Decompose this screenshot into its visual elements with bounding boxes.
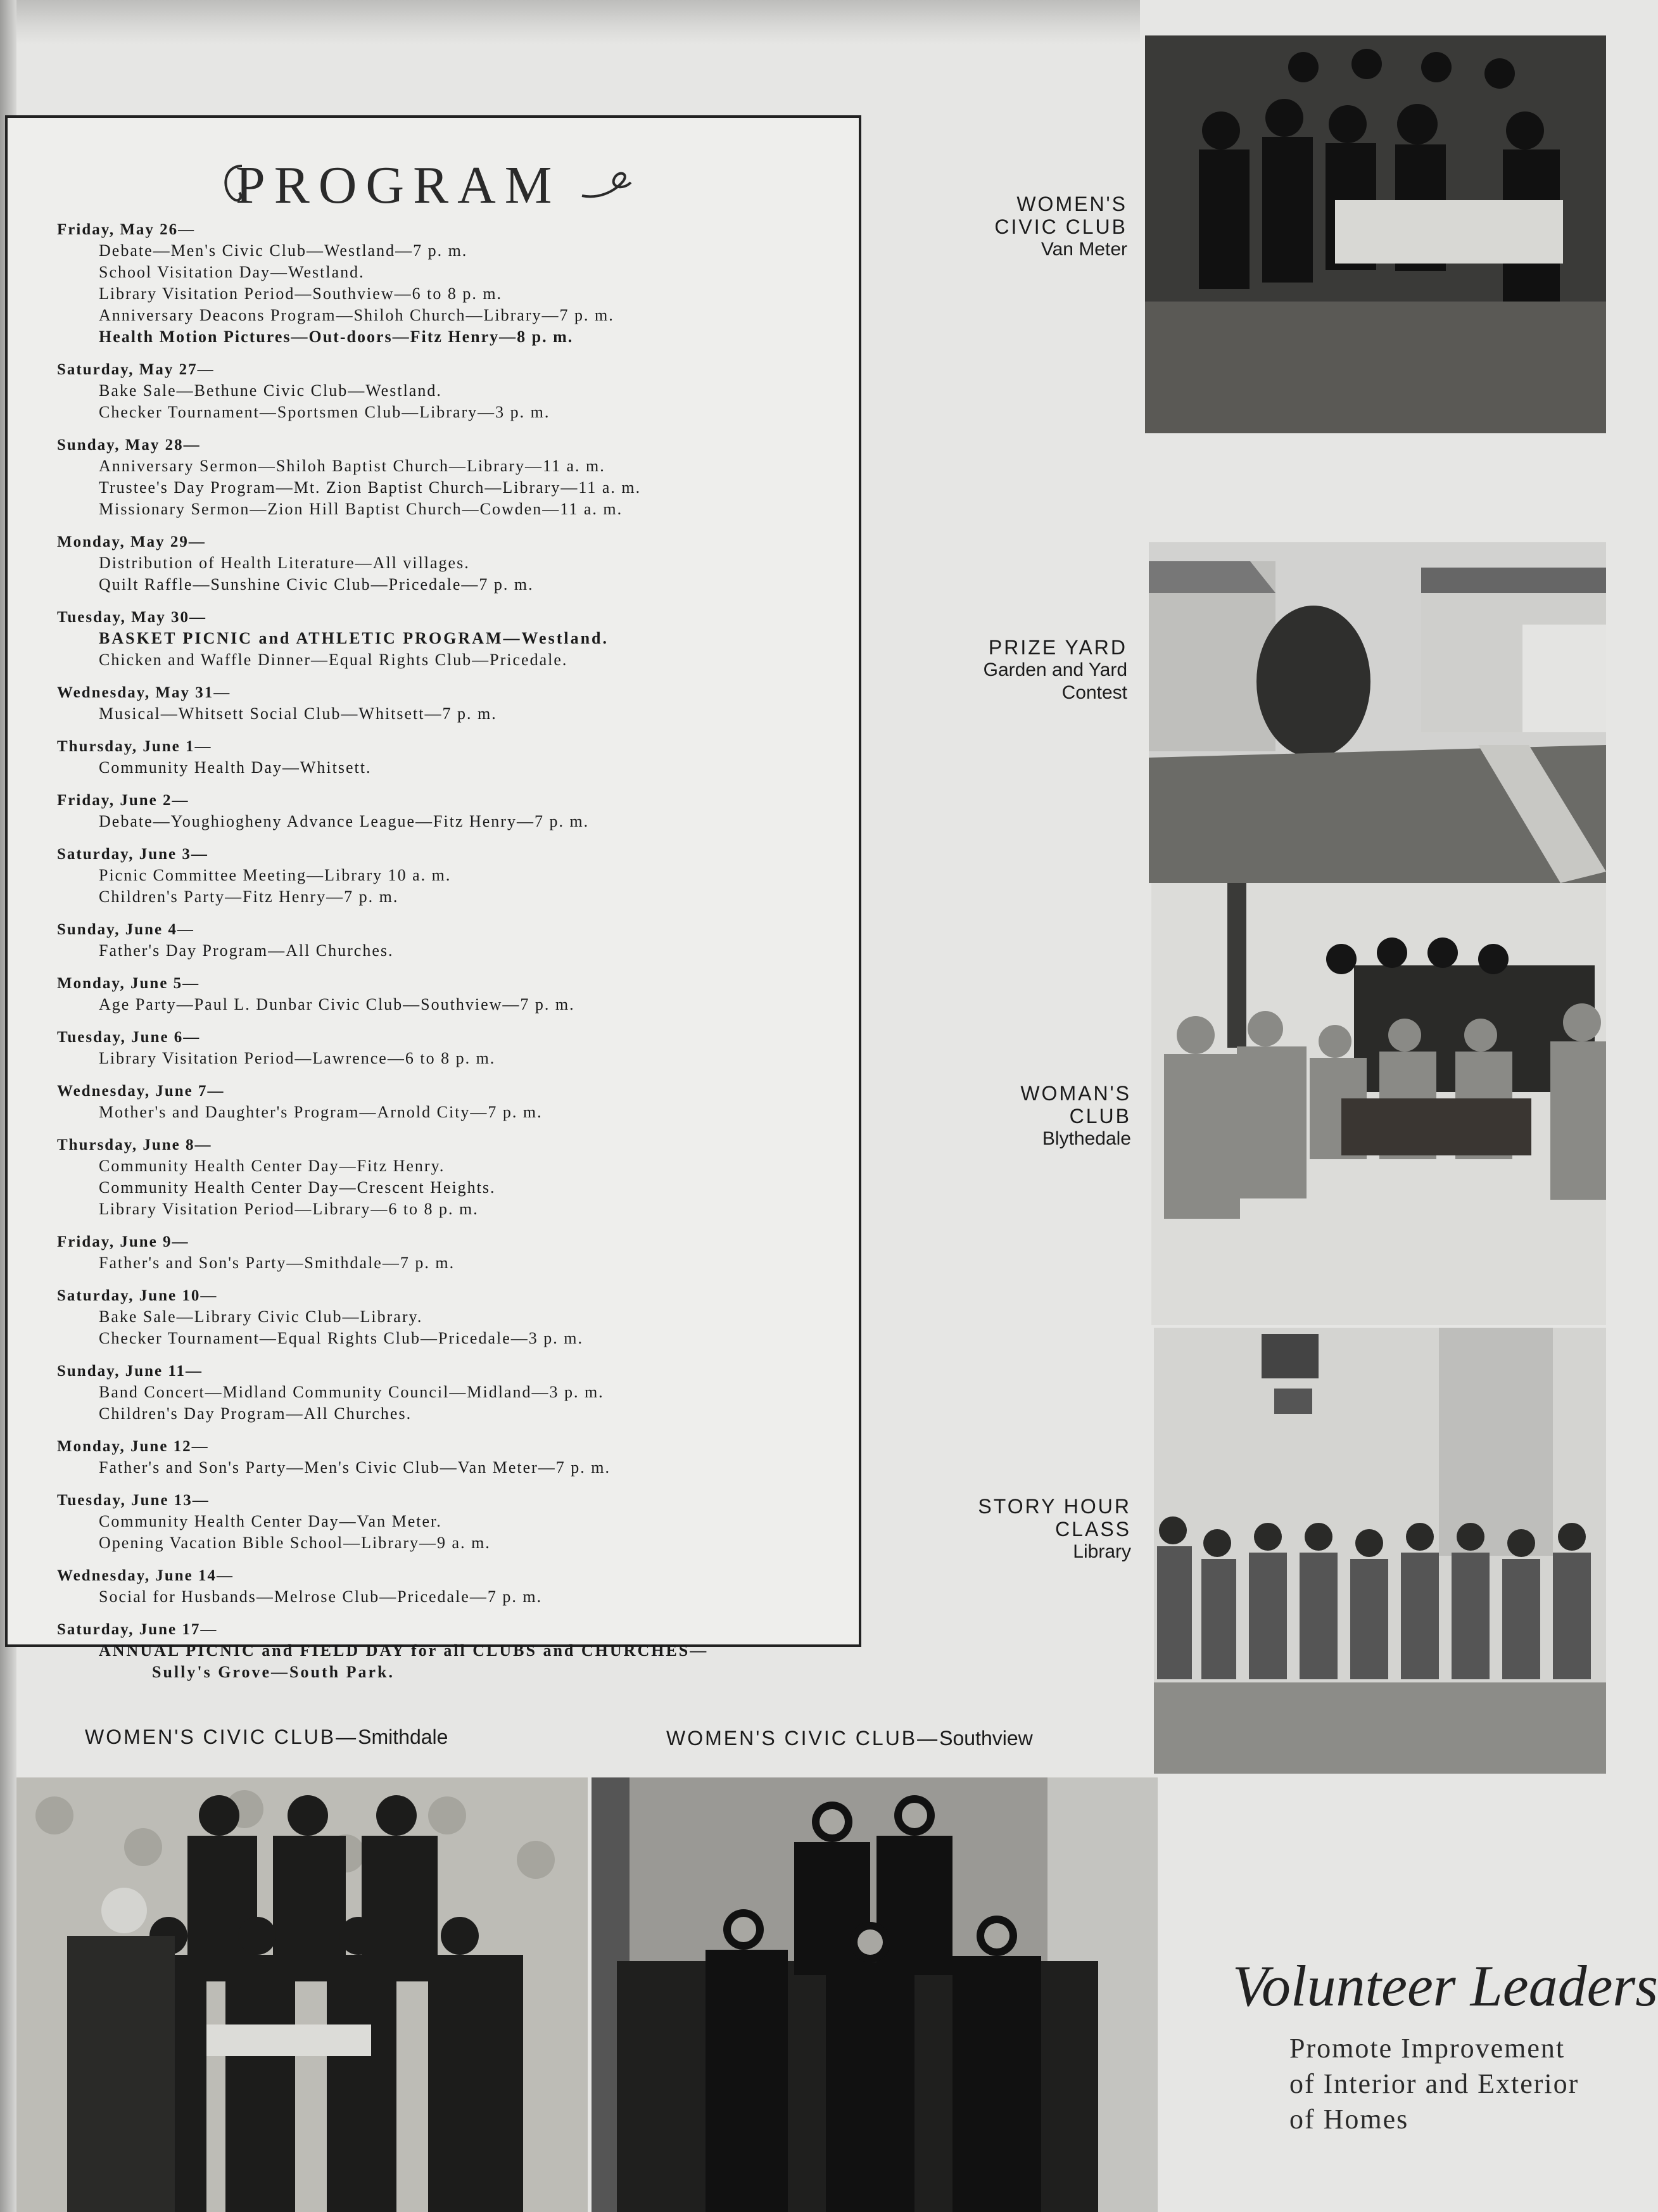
program-day bbox=[57, 1231, 849, 1274]
program-day-date: Saturday, June 10— bbox=[57, 1287, 218, 1304]
program-day bbox=[57, 1490, 849, 1554]
program-day bbox=[57, 359, 849, 423]
program-day-date: Monday, May 29— bbox=[57, 533, 206, 550]
program-event: Social for Husbands—Melrose Club—Pricedale—7 p. m. bbox=[99, 1587, 543, 1606]
program-day bbox=[57, 219, 849, 348]
program-day-date: Friday, June 2— bbox=[57, 792, 189, 809]
program-day-date: Saturday, May 27— bbox=[57, 361, 215, 378]
caption-story-hour: STORY HOUR CLASS Library bbox=[978, 1495, 1131, 1562]
program-day-date: Monday, June 5— bbox=[57, 975, 200, 992]
program-day-date: Friday, May 26— bbox=[57, 221, 196, 238]
program-day bbox=[57, 1436, 849, 1478]
program-schedule bbox=[57, 219, 849, 1694]
program-event: Mother's and Daughter's Program—Arnold City—7 p. m. bbox=[99, 1103, 543, 1121]
program-event: School Visitation Day—Westland. bbox=[99, 263, 365, 281]
program-event: Checker Tournament—Sportsmen Club—Library—3 p. m. bbox=[99, 403, 550, 421]
program-event: Community Health Center Day—Van Meter. bbox=[99, 1512, 442, 1530]
program-event: Debate—Youghiogheny Advance League—Fitz Henry—7 p. m. bbox=[99, 812, 590, 830]
program-day-date: Tuesday, May 30— bbox=[57, 609, 206, 626]
program-event: Bake Sale—Bethune Civic Club—Westland. bbox=[99, 381, 442, 400]
program-event: Opening Vacation Bible School—Library—9 a. m. bbox=[99, 1534, 491, 1552]
program-day-date: Sunday, June 4— bbox=[57, 921, 194, 938]
program-event: Debate—Men's Civic Club—Westland—7 p. m. bbox=[99, 241, 468, 260]
program-event: Library Visitation Period—Southview—6 to 8 p. m. bbox=[99, 284, 503, 303]
program-event: Missionary Sermon—Zion Hill Baptist Church—Cowden—11 a. m. bbox=[99, 500, 623, 518]
program-day bbox=[57, 1361, 849, 1425]
program-day-date: Thursday, June 1— bbox=[57, 738, 212, 755]
program-day bbox=[57, 919, 849, 962]
program-event: Father's Day Program—All Churches. bbox=[99, 941, 394, 960]
caption-van-meter: WOMEN'S CIVIC CLUB Van Meter bbox=[994, 193, 1127, 260]
program-day-date: Saturday, June 3— bbox=[57, 846, 208, 863]
program-event: BASKET PICNIC and ATHLETIC PROGRAM—Westland. bbox=[99, 629, 609, 647]
torn-paper-edge bbox=[0, 0, 1140, 44]
program-event: Trustee's Day Program—Mt. Zion Baptist Church—Library—11 a. m. bbox=[99, 478, 642, 497]
program-day-date: Wednesday, June 14— bbox=[57, 1567, 234, 1584]
program-day bbox=[57, 1027, 849, 1069]
program-event: ANNUAL PICNIC and FIELD DAY for all CLUBS and CHURCHES— bbox=[99, 1641, 709, 1660]
program-event: Distribution of Health Literature—All villages. bbox=[99, 554, 470, 572]
program-event: Library Visitation Period—Library—6 to 8 p. m. bbox=[99, 1200, 479, 1218]
program-day bbox=[57, 607, 849, 671]
title-swirl-icon bbox=[579, 167, 642, 205]
program-event: Musical—Whitsett Social Club—Whitsett—7 p. m. bbox=[99, 704, 497, 723]
program-day-date: Tuesday, June 6— bbox=[57, 1029, 201, 1046]
program-event: Father's and Son's Party—Men's Civic Club—Van Meter—7 p. m. bbox=[99, 1458, 611, 1477]
program-event: Quilt Raffle—Sunshine Civic Club—Pricedale—7 p. m. bbox=[99, 575, 534, 594]
program-day bbox=[57, 790, 849, 832]
volunteer-leaders-text: Promote Improvement of Interior and Exterior of Homes bbox=[1289, 2033, 1579, 2135]
program-day bbox=[57, 736, 849, 779]
program-day bbox=[57, 682, 849, 725]
program-day bbox=[57, 1285, 849, 1349]
program-event: Bake Sale—Library Civic Club—Library. bbox=[99, 1307, 423, 1326]
program-day bbox=[57, 531, 849, 595]
photo-womens-civic-club-smithdale bbox=[16, 1777, 588, 2212]
program-day-date: Saturday, June 17— bbox=[57, 1621, 218, 1638]
program-event: Father's and Son's Party—Smithdale—7 p. m. bbox=[99, 1254, 455, 1272]
program-box bbox=[5, 115, 861, 1681]
program-event: Chicken and Waffle Dinner—Equal Rights Club—Pricedale. bbox=[99, 651, 568, 669]
program-event: Picnic Committee Meeting—Library 10 a. m. bbox=[99, 866, 452, 884]
photo-womans-club-blythedale bbox=[1151, 883, 1606, 1325]
program-day-date: Monday, June 12— bbox=[57, 1438, 209, 1455]
program-day-date: Sunday, May 28— bbox=[57, 436, 201, 454]
program-day bbox=[57, 1135, 849, 1220]
program-event: Anniversary Deacons Program—Shiloh Church—Library—7 p. m. bbox=[99, 306, 614, 324]
volunteer-leaders-heading: Volunteer Leaders bbox=[1232, 1954, 1658, 2018]
program-day bbox=[57, 1619, 849, 1683]
program-event: Community Health Center Day—Crescent Heights. bbox=[99, 1178, 496, 1197]
photo-prize-yard bbox=[1149, 542, 1606, 883]
program-day-date: Tuesday, June 13— bbox=[57, 1492, 210, 1509]
photo-womens-civic-club-van-meter bbox=[1145, 35, 1606, 433]
program-event: Library Visitation Period—Lawrence—6 to 8 p. m. bbox=[99, 1049, 496, 1067]
program-event: Community Health Center Day—Fitz Henry. bbox=[99, 1157, 445, 1175]
program-event: Checker Tournament—Equal Rights Club—Pricedale—3 p. m. bbox=[99, 1329, 583, 1347]
photo-story-hour-class bbox=[1154, 1328, 1606, 1774]
program-day-date: Wednesday, May 31— bbox=[57, 684, 231, 701]
program-day-date: Friday, June 9— bbox=[57, 1233, 189, 1250]
program-event: Children's Party—Fitz Henry—7 p. m. bbox=[99, 887, 399, 906]
program-day bbox=[57, 435, 849, 520]
program-day-date: Thursday, June 8— bbox=[57, 1136, 212, 1154]
program-event: Age Party—Paul L. Dunbar Civic Club—Southview—7 p. m. bbox=[99, 995, 575, 1014]
title-flourish-icon bbox=[220, 160, 246, 210]
program-event: Children's Day Program—All Churches. bbox=[99, 1404, 412, 1423]
program-day bbox=[57, 1081, 849, 1123]
photo-womens-civic-club-southview bbox=[592, 1777, 1158, 2212]
program-event: Band Concert—Midland Community Council—Midland—3 p. m. bbox=[99, 1383, 604, 1401]
program-title: PROGRAM bbox=[236, 156, 561, 215]
program-event: Anniversary Sermon—Shiloh Baptist Church—Library—11 a. m. bbox=[99, 457, 605, 475]
caption-southview: WOMEN'S CIVIC CLUB—Southview bbox=[666, 1727, 1033, 1750]
program-day-date: Sunday, June 11— bbox=[57, 1363, 203, 1380]
caption-prize-yard: PRIZE YARD Garden and Yard Contest bbox=[983, 636, 1127, 703]
program-event: Sully's Grove—South Park. bbox=[152, 1663, 395, 1681]
program-event: Health Motion Pictures—Out-doors—Fitz Henry—8 p. m. bbox=[99, 327, 574, 346]
caption-blythedale: WOMAN'S CLUB Blythedale bbox=[1020, 1082, 1131, 1149]
program-day-date: Wednesday, June 7— bbox=[57, 1083, 225, 1100]
program-day bbox=[57, 973, 849, 1015]
program-day bbox=[57, 1565, 849, 1608]
caption-smithdale: WOMEN'S CIVIC CLUB—Smithdale bbox=[85, 1726, 448, 1748]
program-event: Community Health Day—Whitsett. bbox=[99, 758, 372, 777]
program-day bbox=[57, 844, 849, 908]
